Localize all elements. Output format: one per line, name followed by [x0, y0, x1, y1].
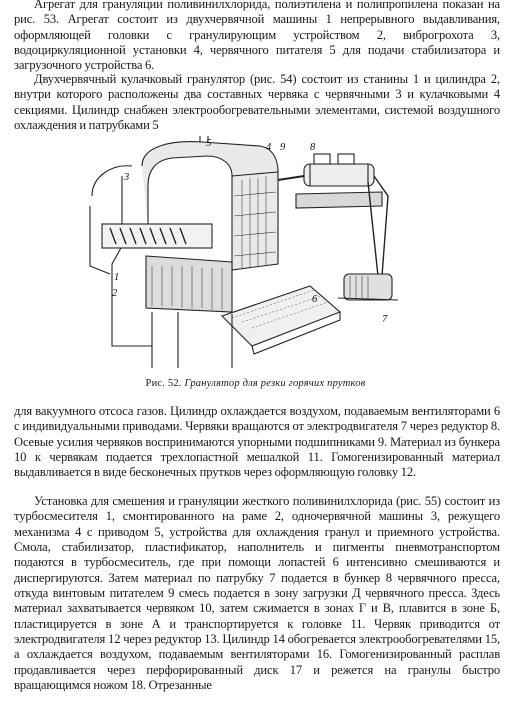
- caption-number: Рис. 52.: [145, 378, 182, 389]
- paragraph: для вакуумного отсоса газов. Цилиндр охлаждается воздухом, подаваемым вентиляторами 6 с индивидуальными приводами. Червяки вращаются от электродвигателя 7 через редуктор 8. Осевые усилия червяков воспринимаются упорными подшипниками 9. Материал из бункера 10 к червякам подается трехлопастной мешалкой 11. Гомогенизированный материал выдавливается в виде бесконечных прутков через оформляющую головку 12.: [14, 404, 500, 480]
- paragraph: Агрегат для грануляции поливинилхлорида, полиэтилена и полипропилена показан на рис. 53. Агрегат состоит из двухчервячной машины 1 непрерывного выдавливания, оформляющей головки с гранулирующим устройством 2, виброгрохота 3, водоциркуляционной установки 4, червячного питателя 5 для подачи стабилизатора и загрузочного устройства 6.: [14, 0, 500, 73]
- figure-caption: [0, 378, 511, 389]
- figure-label: 7: [382, 314, 388, 325]
- figure-label: 3: [124, 172, 130, 183]
- figure-label: 5: [206, 138, 212, 149]
- paragraph: Установка для смешения и грануляции жесткого поливинилхлорида (рис. 55) состоит из турбосмесителя 1, смонтированного на раме 2, одночервячной машины 3, режущего механизма 4 с приводом 5, устройства для охлаждения гранул и приемного устройства. Смола, стабилизатор, пластификатор, наполнитель и пигменты пневмотранспортом подаются в турбосмеситель, где при помощи лопастей 6 интенсивно смешиваются и диспергируются. Затем материал по патрубку 7 подается в бункер 8 червячного пресса, откуда винтовым питателем 9 смесь подается в зону загрузки Д червячного пресса. Здесь материал захватывается червяком 10, затем сжимается в зонах Г и В, плавится в зоне Б, пластицируется в зоне А и транспортируется к головке 11. Червяк приводится от электродвигателя 12 через редуктор 13. Цилиндр 14 обогревается электрообогревателями 15, а охлаждается воздухом, подаваемым вентиляторами 16. Гомогенизированный расплав продавливается через перфорированный диск 17 и режется на гранулы быстро вращающимся ножом 18. Отрезанные: [14, 494, 500, 693]
- figure-label: 6: [312, 294, 318, 305]
- figure-label: 2: [112, 288, 118, 299]
- paragraph: Двухчервячный кулачковый гранулятор (рис. 54) состоит из станины 1 и цилиндра 2, внутри которого расположены два составных червяка с червячными 3 и кулачковыми 4 секциями. Цилиндр снабжен электрообогревательными элементами, системой воздушного охлаждения и патрубками 5: [14, 72, 500, 133]
- figure-label: 1: [114, 272, 120, 283]
- figure-label: 9: [280, 142, 286, 153]
- figure-label: 8: [310, 142, 316, 153]
- caption-text: Гранулятор для резки горячих прутков: [184, 378, 366, 389]
- granulator-illustration: [82, 136, 412, 372]
- figure-label: 4: [266, 142, 272, 153]
